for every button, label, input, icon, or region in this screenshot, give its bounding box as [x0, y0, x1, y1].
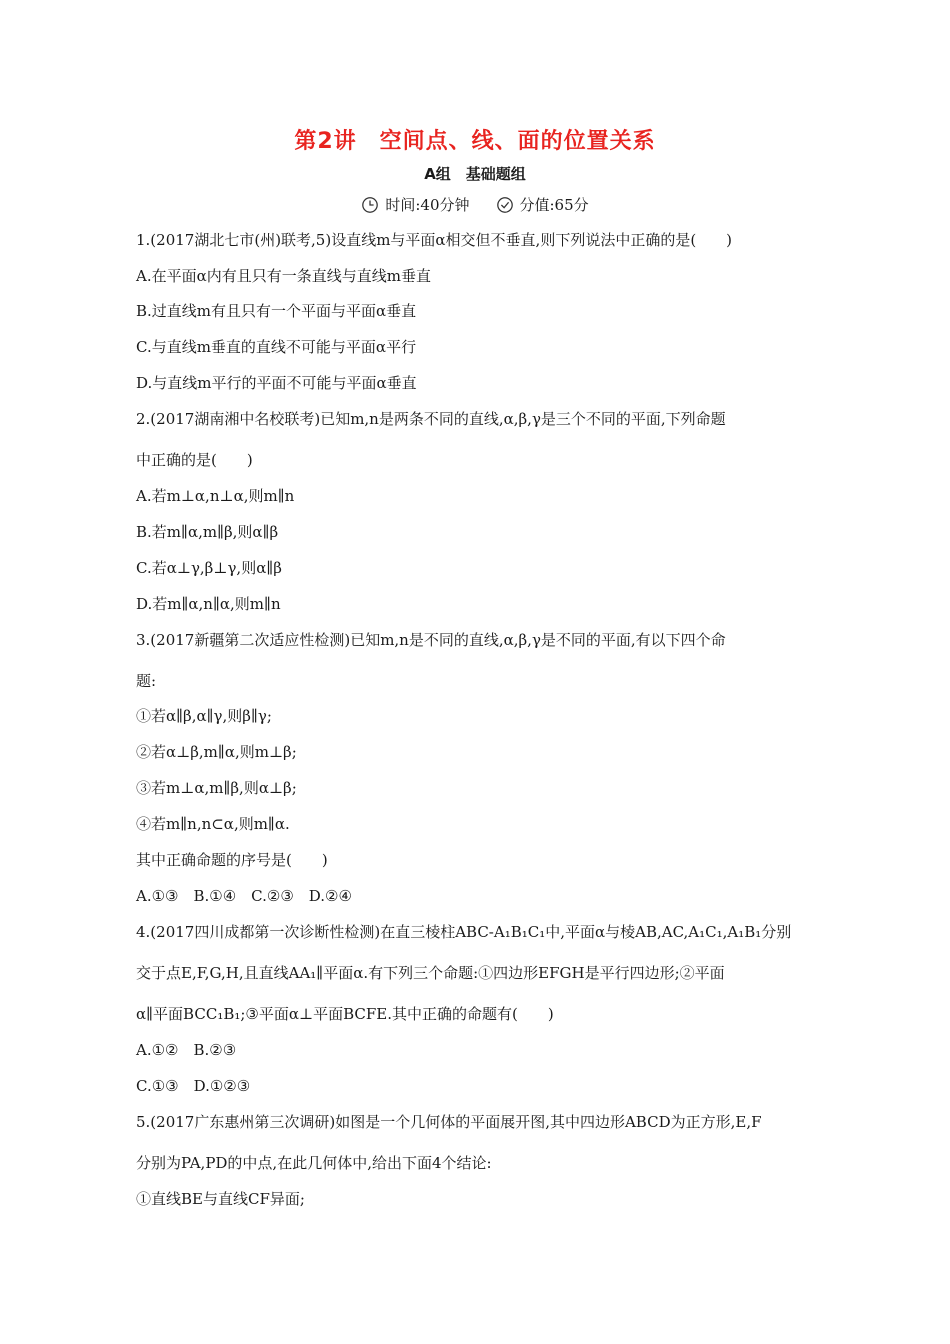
question-5-stem-cont: 分别为PA,PD的中点,在此几何体中,给出下面4个结论:	[136, 1154, 492, 1172]
section-subtitle: A组 基础题组	[424, 165, 526, 183]
question-2-option-d: D.若m∥α,n∥α,则m∥n	[136, 595, 281, 613]
question-2-option-b: B.若m∥α,m∥β,则α∥β	[136, 523, 279, 541]
score-label: 分值:65分	[519, 196, 589, 214]
question-2-stem: 2.(2017湖南湘中名校联考)已知m,n是两条不同的直线,α,β,γ是三个不同的平面,下列命题	[136, 410, 726, 428]
question-1-option-d: D.与直线m平行的平面不可能与平面α垂直	[136, 374, 417, 392]
question-5-statement-1: ①直线BE与直线CF异面;	[136, 1190, 305, 1208]
question-3-statement-2: ②若α⊥β,m∥α,则m⊥β;	[136, 743, 297, 761]
question-4-options-ab: A.①② B.②③	[136, 1041, 237, 1059]
question-5-stem: 5.(2017广东惠州第三次调研)如图是一个几何体的平面展开图,其中四边形ABCD为正方形,E,F	[136, 1113, 762, 1131]
question-1-stem: 1.(2017湖北七市(州)联考,5)设直线m与平面α相交但不垂直,则下列说法中正确的是( )	[136, 231, 733, 249]
question-1-option-b: B.过直线m有且只有一个平面与平面α垂直	[136, 302, 417, 320]
question-3-stem-cont: 题:	[136, 672, 157, 690]
question-4-stem-cont-2: α∥平面BCC₁B₁;③平面α⊥平面BCFE.其中正确的命题有( )	[136, 1005, 554, 1023]
time-label: 时间:40分钟	[385, 196, 470, 214]
question-3-statement-1: ①若α∥β,α∥γ,则β∥γ;	[136, 707, 272, 725]
question-3-statement-3: ③若m⊥α,m∥β,则α⊥β;	[136, 779, 297, 797]
question-1-option-a: A.在平面α内有且只有一条直线与直线m垂直	[136, 267, 431, 285]
question-4-stem: 4.(2017四川成都第一次诊断性检测)在直三棱柱ABC-A₁B₁C₁中,平面α与棱AB,AC,A₁C₁,A₁B₁分别	[136, 923, 792, 941]
question-3-options: A.①③ B.①④ C.②③ D.②④	[136, 887, 352, 905]
question-4-stem-cont: 交于点E,F,G,H,且直线AA₁∥平面α.有下列三个命题:①四边形EFGH是平行四边形;②平面	[136, 964, 725, 982]
page-title: 第2讲 空间点、线、面的位置关系	[294, 129, 656, 154]
question-3-prompt: 其中正确命题的序号是( )	[136, 851, 328, 869]
check-circle-icon	[496, 196, 514, 214]
question-4-options-cd: C.①③ D.①②③	[136, 1077, 251, 1095]
question-2-option-a: A.若m⊥α,n⊥α,则m∥n	[136, 487, 295, 505]
exam-meta	[0, 194, 950, 215]
question-2-option-c: C.若α⊥γ,β⊥γ,则α∥β	[136, 559, 282, 577]
question-3-statement-4: ④若m∥n,n⊂α,则m∥α.	[136, 815, 290, 833]
question-3-stem: 3.(2017新疆第二次适应性检测)已知m,n是不同的直线,α,β,γ是不同的平面,有以下四个命	[136, 631, 726, 649]
clock-icon	[361, 196, 379, 214]
question-1-option-c: C.与直线m垂直的直线不可能与平面α平行	[136, 338, 417, 356]
question-2-stem-cont: 中正确的是( )	[136, 451, 253, 469]
